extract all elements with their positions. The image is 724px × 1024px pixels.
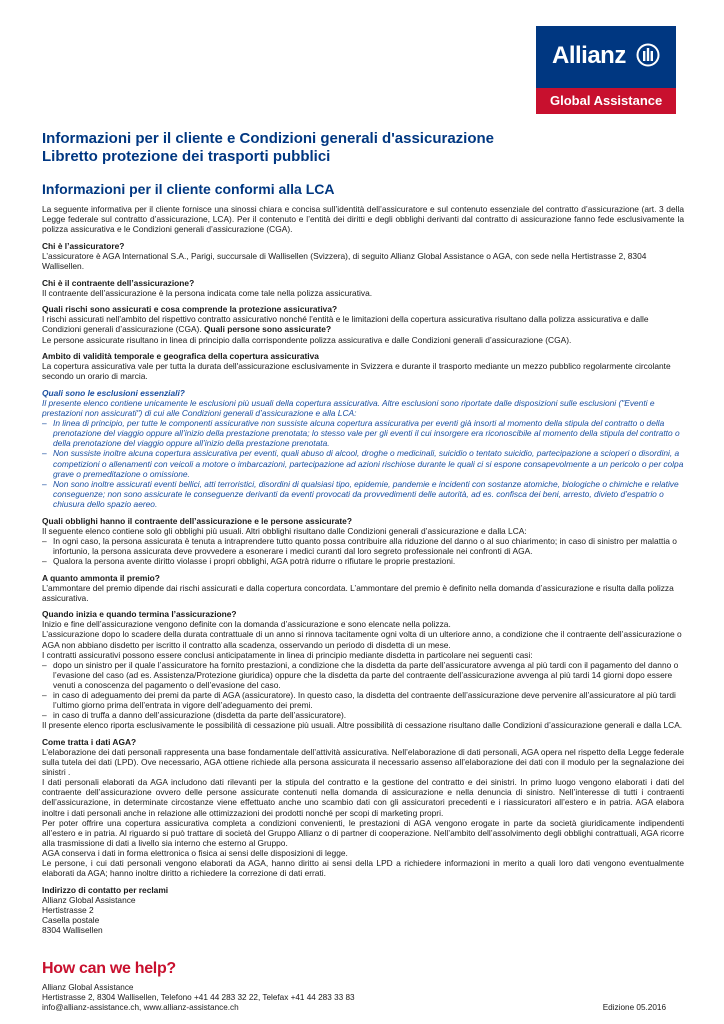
duration-text-4: Il presente elenco riporta esclusivamente le possibilità di cessazione più usuali. Altre possibilità di cessazione risultano dalle Condizioni d’assicurazione generali e dalla LCA. xyxy=(42,720,683,731)
risks-text xyxy=(42,314,684,334)
data-text-3: Per poter offrire una copertura assicurativa completa a condizioni convenienti, le prestazioni di AGA vengono erogate in parte da società giuridicamente indipendenti all’estero e in patria. Al riguardo si può trattare di società del Gruppo Allianz o di partner di cooperazione. Nell’ambito dell’assolvimento degli obblighi contrattuali, AGA ricorre alla trasmissione di dati a livello sia interno che esterno al Gruppo. xyxy=(42,817,684,848)
duration-heading: Quando inizia e quando termina l’assicurazione? xyxy=(42,609,237,620)
duration-text-2: L’assicurazione dopo lo scadere della durata contrattuale di un anno si rinnova tacitamente ogni volta di un ulteriore anno, a condizione che il contraente dell’assicurazione o AGA non abbiano disdetto per iscritto il contratto alla scadenza, osservando un periodo di disdetta di un mese. xyxy=(42,629,682,650)
allianz-eagle-icon xyxy=(636,43,660,67)
policyholder-heading: Chi è il contraente dell’assicurazione? xyxy=(42,277,195,288)
exclusion-item: – Non sussiste inoltre alcuna copertura assicurativa per eventi, quali abuso di alcool, droghe o medicinali, suicidio o tentato suicidio, partecipazione a scioperi o disordini, a competizioni o allenamenti con veicoli a motore o imbarcazioni, partecipazione ad azioni rischiose durante le quali ci si espone consapevolmente a un pericolo o per colpa grave o premeditazione o omissione. xyxy=(42,448,684,478)
footer-address xyxy=(42,983,355,1013)
title-line-1: Informazioni per il cliente e Condizioni generali d'assicurazione xyxy=(42,130,494,147)
risks-text-body: I rischi assicurati nell’ambito del rispettivo contratto assicurativo nonché l’entità e le limitazioni della copertura assicurativa risultano dalla polizza assicurativa e dalle Condizioni generali d’assicurazione (CGA). xyxy=(42,314,649,335)
logo-subline xyxy=(536,88,676,114)
exclusions-heading: Quali sono le esclusioni essenziali? xyxy=(42,387,185,398)
data-text-4: AGA conserva i dati in forma elettronica o fisica ai sensi delle disposizioni di legge. xyxy=(42,847,348,858)
contact-line: 8304 Wallisellen xyxy=(42,925,103,936)
data-text-5: Le persone, i cui dati personali vengono elaborati da AGA, hanno diritto ai sensi della LPD a richiedere informazioni in merito a quali loro dati vengono eventualmente elaborati da AGA; hanno inoltre diritto a richiedere la correzione di dati errati. xyxy=(42,858,684,879)
exclusions-text: Il presente elenco contiene unicamente le esclusioni più usuali della copertura assicurativa. Altre esclusioni sono riportate dalle disposizioni sulle esclusioni ("Eventi e prestazioni non assicurati") di cui alle Condizioni generali d’assicurazione e alla LCA: xyxy=(42,398,655,419)
termination-item: – in caso di truffa a danno dell’assicurazione (disdetta da parte dell’assicuratore). xyxy=(42,710,684,720)
logo-wordmark xyxy=(536,42,676,70)
footer-web: info@allianz-assistance.ch, www.allianz-assistance.ch xyxy=(42,1003,239,1012)
duration-text-3: I contratti assicurativi possono essere conclusi anticipatamente in linea di principio mediante disdetta in particolare nei seguenti casi: xyxy=(42,649,533,660)
validity-text: La copertura assicurativa vale per tutta la durata dell'assicurazione esclusivamente in Svizzera e durante il trasporto mediante un mezzo pubblico regolarmente circolante secondo un orario di marcia. xyxy=(42,361,671,382)
obligation-item: – Qualora la persona avente diritto violasse i propri obblighi, AGA potrà ridurre o rifiutare le proprie prestazioni. xyxy=(42,556,684,566)
obligations-text: Il seguente elenco contiene solo gli obblighi più usuali. Altri obblighi risultano dalle Condizioni generali d’assicurazione e dalla LCA: xyxy=(42,525,527,536)
exclusions-section xyxy=(42,388,684,509)
data-text-1: L’elaborazione dei dati personali rappresenta una base fondamentale dell’attività assicurativa. Nell’elaborazione di dati personali, AGA opera nel rispetto della Legge federale sulla tutela dei dati (LPD). Ove necessario, AGA ottiene richiede alla persona assicurata il necessario assenso all’elaborazione dei dati con il modulo per la segnalazione dei sinistri . xyxy=(42,747,684,778)
insured-persons-text: Le persone assicurate risultano in linea di principio dalla corrispondente polizza assicurativa e dalle Condizioni generali d’assicurazione (CGA). xyxy=(42,334,572,345)
risks-heading: Quali rischi sono assicurati e cosa comprende la protezione assicurativa? xyxy=(42,304,338,315)
insurer-heading: Chi è l’assicuratore? xyxy=(42,240,125,251)
logo-sub-text: Global Assistance xyxy=(550,93,663,108)
data-text-2: I dati personali elaborati da AGA includono dati rilevanti per la stipula del contratto e la gestione del contratto e dei sinistri. In primo luogo vengono elaborati i dati del contraente dell’assicurazione ovvero delle persone assicurate contenuti nella domanda di assicurazione e nella denuncia di sinistro. Nell’interesse di tutti i contraenti dell’assicurazione, in determinate circostanze viene effettuato anche uno scambio dati con gli assicuratori precedenti e i riassicuratori all’estero e in patria. AGA elabora inoltre i dati personali anche in relazione alle ottimizzazioni dei prodotti nonché per scopi di marketing propri. xyxy=(42,777,684,818)
policyholder-text: Il contraente dell’assicurazione è la persona indicata come tale nella polizza assicurativa. xyxy=(42,287,373,298)
termination-item: – in caso di adeguamento dei premi da parte di AGA (assicuratore). In questo caso, la disdetta del contraente dell’assicurazione deve pervenire all’assicuratore al più tardi l’ultimo giorno prima dell’entrata in vigore dell’adeguamento dei premi. xyxy=(42,690,684,710)
insurer-text: L’assicuratore è AGA International S.A., Parigi, succursale di Wallisellen (Svizzera), di seguito Allianz Global Assistance o AGA, con sede nella Hertistrasse 2, 8304 Wallisellen. xyxy=(42,250,647,271)
document-body xyxy=(42,204,684,935)
logo-brand-text: Allianz xyxy=(551,42,626,69)
insured-persons-heading: Quali persone sono assicurate? xyxy=(204,324,332,335)
edition-label: Edizione 05.2016 xyxy=(602,1003,666,1012)
footer-contact: Hertistrasse 2, 8304 Wallisellen, Telefono +41 44 283 32 22, Telefax +41 44 283 33 83 xyxy=(42,993,355,1002)
exclusion-item: – In linea di principio, per tutte le componenti assicurative non sussiste alcuna copertura assicurativa per eventi già insorti al momento della stipula del contratto o della prenotazione del viaggio oppure all’inizio della prestazione prenotata; lo stesso vale per gli eventi il cui insorgere era riconoscibile al momento della stipula del contratto o della prenotazione del viaggio oppure all’inizio della prestazione prenotata. xyxy=(42,418,684,448)
document-title xyxy=(42,130,602,166)
contact-line: Hertistrasse 2 xyxy=(42,904,94,915)
validity-heading: Ambito di validità temporale e geografica della copertura assicurativa xyxy=(42,351,319,362)
data-heading: Come tratta i dati AGA? xyxy=(42,736,137,747)
intro-paragraph: La seguente informativa per il cliente fornisce una sinossi chiara e concisa sull’identità dell’assicuratore e sul contenuto essenziale del contratto d’assicurazione (art. 3 della Legge federale sul contratto d’assicurazione, LCA). Per il contenuto e l’entità dei diritti e degli obblighi derivanti dal contratto di assicurazione fanno fede esclusivamente la polizza assicurativa e le Condizioni generali d’assicurazione (CGA). xyxy=(42,204,684,235)
contact-heading: Indirizzo di contatto per reclami xyxy=(42,884,169,895)
exclusion-item: – Non sono inoltre assicurati eventi bellici, atti terroristici, disordini di qualsiasi tipo, epidemie, pandemie e incidenti con sostanze atomiche, biologiche o chimiche e relative conseguenze; non sono assicurate le conseguenze derivanti da eventi provocati da provvedimenti delle autorità, ad es. confisca dei beni, arresto, divieto d’espatrio o chiusura dello spazio aereo. xyxy=(42,479,684,509)
section-title: Informazioni per il cliente conformi alla LCA xyxy=(42,181,335,197)
allianz-logo xyxy=(536,26,676,114)
termination-item: – dopo un sinistro per il quale l’assicuratore ha fornito prestazioni, a condizione che la disdetta da parte dell’assicuratore avvenga al più tardi con il pagamento del danno o l’evasione del caso (ad es. Assistenza/Protezione giuridica) oppure che la disdetta da parte del contraente dell’assicurazione avvenga al più tardi 14 giorni dopo essere venuti a conoscenza del pagamento o dell’evasione del caso. xyxy=(42,660,684,690)
title-line-2: Libretto protezione dei trasporti pubblici xyxy=(42,148,331,165)
footer-company: Allianz Global Assistance xyxy=(42,983,134,992)
premium-heading: A quanto ammonta il premio? xyxy=(42,572,160,583)
obligations-heading: Quali obblighi hanno il contraente dell’assicurazione e le persone assicurate? xyxy=(42,515,352,526)
help-tagline: How can we help? xyxy=(42,960,176,977)
duration-text-1: Inizio e fine dell’assicurazione vengono definite con la domanda d’assicurazione e sono elencate nella polizza. xyxy=(42,619,451,630)
obligation-item: – In ogni caso, la persona assicurata è tenuta a intraprendere tutto quanto possa contribuire alla riduzione del danno o al suo chiarimento; in caso di sinistro per malattia o infortunio, la persona assicurata deve provvedere a esonerare i medici curanti dal loro segreto professionale nei confronti di AGA. xyxy=(42,536,684,556)
contact-line: Casella postale xyxy=(42,915,100,925)
premium-text: L’ammontare del premio dipende dai rischi assicurati e dalla copertura concordata. L’ammontare del premio è definito nella domanda d’assicurazione e risulta dalla polizza assicurativa. xyxy=(42,582,674,603)
contact-line: Allianz Global Assistance xyxy=(42,894,136,905)
